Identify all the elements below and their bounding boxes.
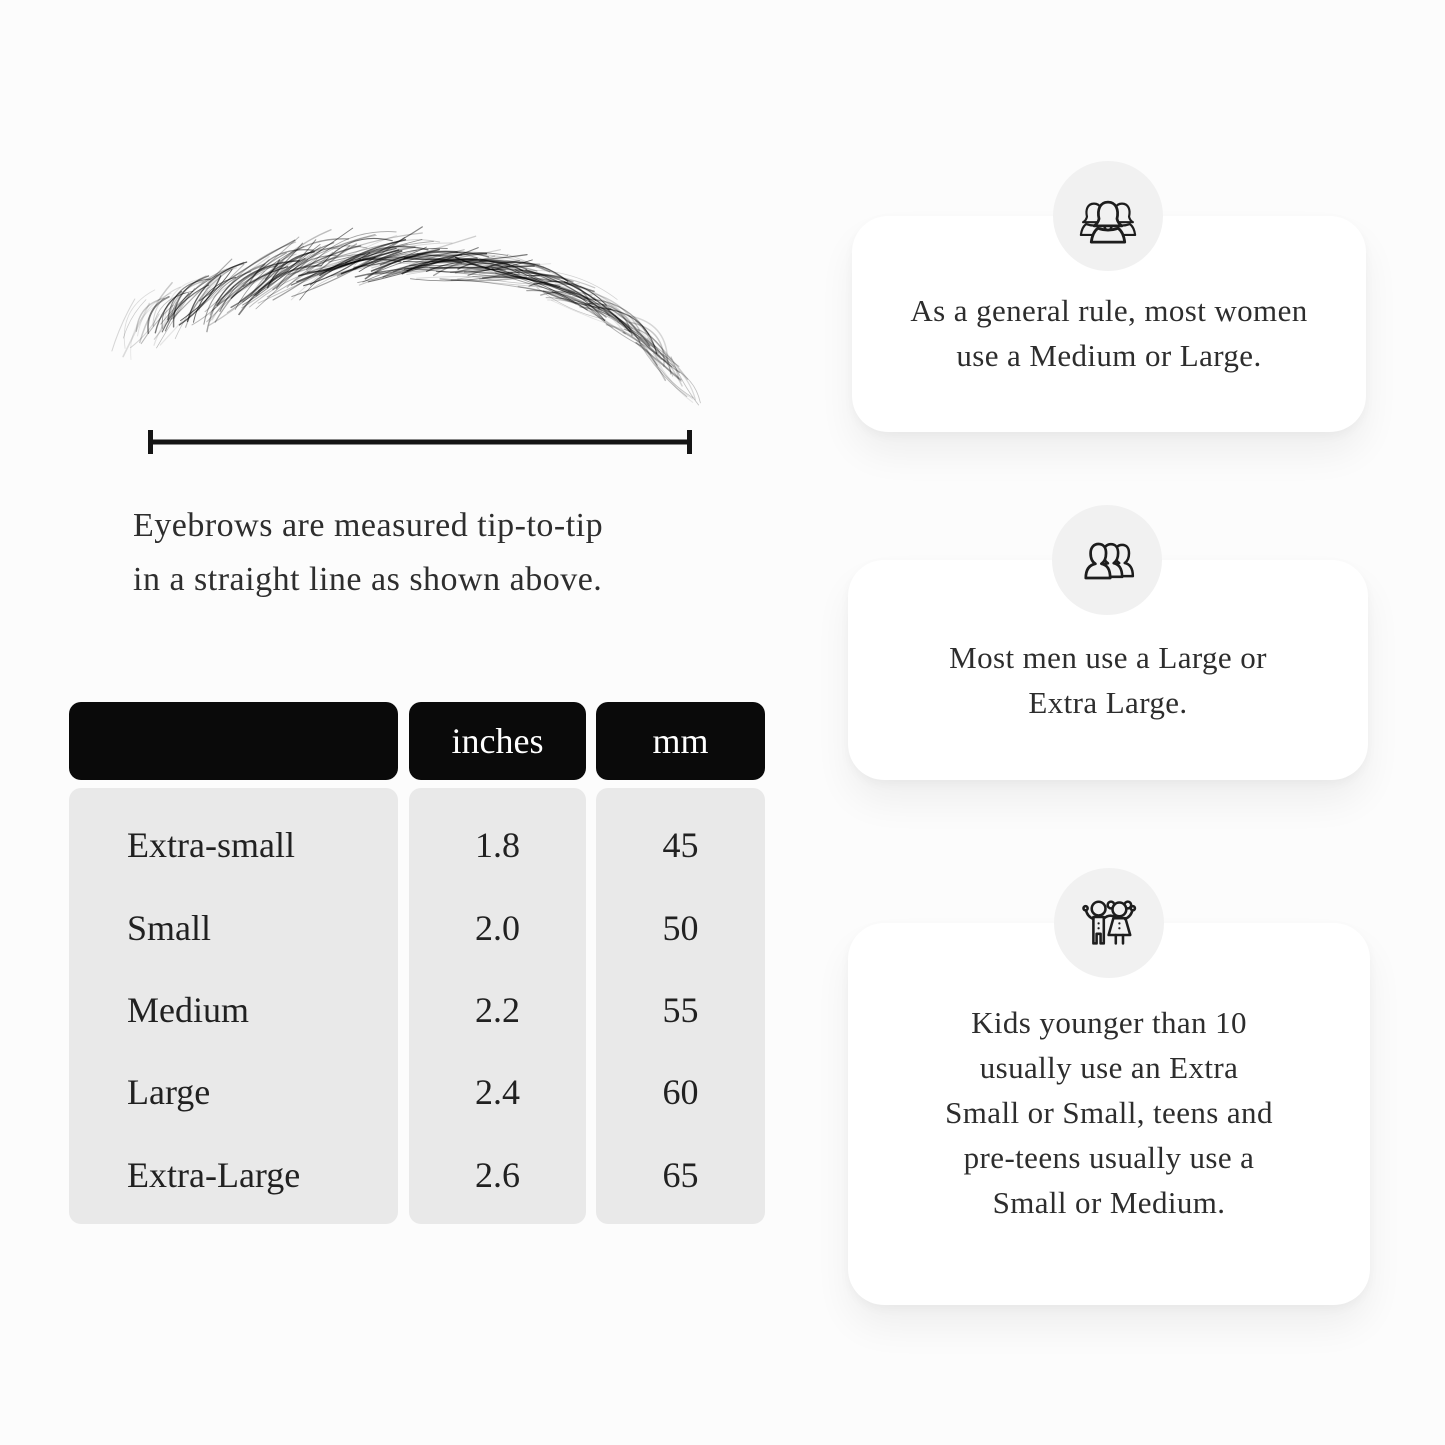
kids-card-text xyxy=(848,1000,1370,1225)
table-row-label: Large xyxy=(127,1072,211,1113)
table-cell-inches: 2.0 xyxy=(475,907,520,948)
table-column-inches xyxy=(409,788,586,1224)
eyebrow-sketch-svg xyxy=(118,240,702,404)
eyebrow-illustration xyxy=(118,240,702,404)
table-cell-mm: 60 xyxy=(662,1072,699,1113)
card-text-line: pre-teens usually use a xyxy=(963,1140,1255,1175)
table-row-label: Extra-small xyxy=(127,825,295,866)
men-icon-circle xyxy=(1052,505,1162,615)
card-text-line: use a Medium or Large. xyxy=(956,338,1262,373)
table-column-mm xyxy=(596,788,765,1224)
dimension-line-svg xyxy=(146,429,694,455)
table-cell-mm: 65 xyxy=(662,1154,699,1195)
card-text-line: As a general rule, most women xyxy=(910,293,1308,328)
card-text-line: usually use an Extra xyxy=(979,1050,1239,1085)
table-row-label: Small xyxy=(127,907,212,948)
card-text-line: Most men use a Large or xyxy=(949,640,1267,675)
table-cell-inches: 2.6 xyxy=(475,1154,520,1195)
kids-icon xyxy=(1077,891,1141,955)
table-cell-inches: 2.4 xyxy=(475,1072,520,1113)
card-text-line: Kids younger than 10 xyxy=(971,1005,1247,1040)
men-card-text xyxy=(848,635,1368,725)
table-header-inches: inches xyxy=(409,702,586,780)
table-cell-inches: 2.2 xyxy=(475,990,520,1031)
table-cell-mm: 50 xyxy=(662,907,699,948)
women-icon-circle xyxy=(1053,161,1163,271)
women-card-text xyxy=(852,288,1366,378)
women-group-icon xyxy=(1076,184,1140,248)
table-header-mm: mm xyxy=(596,702,765,780)
eyebrow-hair-stroke xyxy=(676,370,700,403)
card-text-line: Small or Small, teens and xyxy=(945,1095,1273,1130)
info-card-kids xyxy=(848,923,1370,1305)
card-text-line: Small or Medium. xyxy=(992,1185,1226,1220)
table-cell-mm: 55 xyxy=(662,990,699,1031)
caption-line: in a straight line as shown above. xyxy=(133,561,603,598)
size-table xyxy=(69,702,765,1224)
measurement-line xyxy=(146,429,694,455)
kids-icon-circle xyxy=(1054,868,1164,978)
card-text-line: Extra Large. xyxy=(1028,685,1188,720)
table-column-labels xyxy=(69,788,398,1224)
table-row-label: Medium xyxy=(127,990,249,1031)
table-cell-mm: 45 xyxy=(662,825,699,866)
table-header-size xyxy=(69,702,398,780)
men-group-icon xyxy=(1075,528,1139,592)
table-cell-inches: 1.8 xyxy=(475,825,520,866)
caption-line: Eyebrows are measured tip-to-tip xyxy=(133,507,604,544)
measurement-caption xyxy=(133,499,753,607)
table-row-label: Extra-Large xyxy=(127,1154,301,1195)
measure-bar xyxy=(150,440,690,445)
